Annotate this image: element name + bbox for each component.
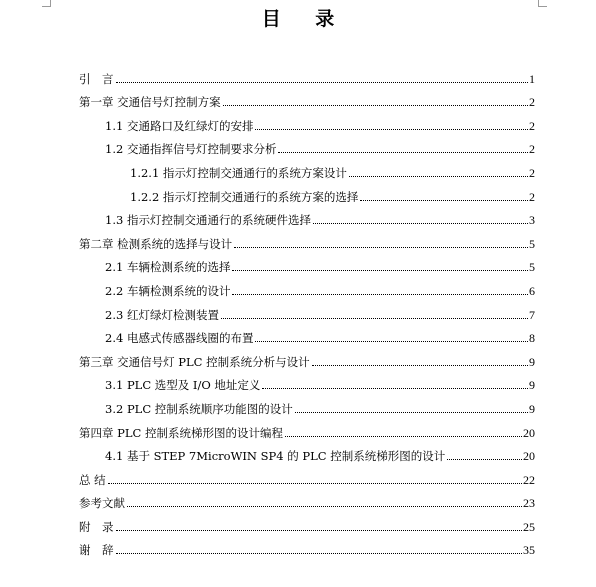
page-title: 目 录	[261, 8, 349, 30]
dot-leader	[255, 341, 528, 342]
dot-leader	[116, 82, 529, 83]
toc-entry-page-number: 2	[529, 189, 535, 204]
toc-entry[interactable]	[79, 464, 535, 488]
toc-entry-page-number: 9	[529, 401, 535, 416]
toc-entry[interactable]	[79, 535, 535, 559]
toc-entry-label: 1.2.2 指示灯控制交通通行的系统方案的选择	[130, 189, 359, 204]
toc-entry-label: 第一章 交通信号灯控制方案	[79, 95, 221, 110]
toc-entry[interactable]	[79, 63, 535, 87]
dot-leader	[223, 105, 528, 106]
toc-entry-page-number: 20	[523, 425, 535, 440]
toc-entry-page-number: 2	[529, 118, 535, 133]
dot-leader	[232, 270, 528, 271]
toc-entry[interactable]	[79, 228, 535, 252]
toc-entry-label: 2.4 电感式传感器线圈的布置	[105, 331, 254, 346]
toc-entry-label: 第四章 PLC 控制系统梯形图的设计编程	[79, 425, 283, 440]
dot-leader	[221, 318, 528, 319]
toc-entry-label: 1.3 指示灯控制交通通行的系统硬件选择	[105, 213, 311, 228]
dot-leader	[295, 412, 528, 413]
dot-leader	[232, 294, 528, 295]
toc-entry-page-number: 7	[529, 307, 535, 322]
toc-entry-label: 1.2 交通指挥信号灯控制要求分析	[105, 142, 277, 157]
toc-entry[interactable]	[79, 110, 535, 134]
toc-entry-page-number: 5	[529, 260, 535, 275]
toc-entry-label: 参考文献	[79, 496, 125, 511]
toc-entry-label: 1.2.1 指示灯控制交通通行的系统方案设计	[130, 165, 347, 180]
toc-entry-label: 2.3 红灯绿灯检测装置	[105, 307, 219, 322]
toc-entry-label: 附 录	[79, 519, 114, 534]
dot-leader	[278, 152, 528, 153]
toc-entry-label: 4.1 基于 STEP 7MicroWIN SP4 的 PLC 控制系统梯形图的设计	[105, 449, 446, 464]
toc-entry-page-number: 23	[523, 496, 535, 511]
toc-entry-page-number: 9	[529, 354, 535, 369]
toc-entry-label: 3.2 PLC 控制系统顺序功能图的设计	[105, 401, 293, 416]
toc-entry[interactable]	[79, 299, 535, 323]
toc-entry[interactable]	[79, 181, 535, 205]
toc-entry[interactable]	[79, 275, 535, 299]
toc-entry-page-number: 25	[523, 519, 535, 534]
toc-entry-page-number: 5	[529, 236, 535, 251]
toc-entry-page-number: 3	[529, 213, 535, 228]
toc-entry-page-number: 6	[529, 283, 535, 298]
toc-entry-label: 2.2 车辆检测系统的设计	[105, 283, 231, 298]
toc-entry[interactable]	[79, 441, 535, 465]
toc-entry-label: 谢 辞	[79, 543, 114, 558]
toc-entry[interactable]	[79, 134, 535, 158]
toc-entry-page-number: 20	[523, 449, 535, 464]
dot-leader	[234, 247, 528, 248]
dot-leader	[447, 459, 522, 460]
dot-leader	[285, 436, 522, 437]
toc-entry[interactable]	[79, 488, 535, 512]
toc-entry-page-number: 22	[523, 472, 535, 487]
toc-entry-page-number: 2	[529, 142, 535, 157]
dot-leader	[255, 129, 528, 130]
toc-entry[interactable]	[79, 205, 535, 229]
dot-leader	[108, 483, 522, 484]
toc-entry-label: 3.1 PLC 选型及 I/O 地址定义	[105, 378, 261, 393]
toc-entry[interactable]	[79, 370, 535, 394]
toc-entry-page-number: 1	[529, 71, 535, 86]
dot-leader	[312, 365, 528, 366]
dot-leader	[313, 223, 528, 224]
dot-leader	[360, 200, 528, 201]
toc-entry-label: 引 言	[79, 71, 114, 86]
toc-entry[interactable]	[79, 157, 535, 181]
dot-leader	[262, 388, 528, 389]
toc-entry-page-number: 9	[529, 378, 535, 393]
toc-entry-page-number: 2	[529, 165, 535, 180]
toc-entry[interactable]	[79, 346, 535, 370]
dot-leader	[127, 506, 522, 507]
toc-entry-page-number: 2	[529, 95, 535, 110]
toc-entry[interactable]	[79, 87, 535, 111]
dot-leader	[116, 553, 523, 554]
table-of-contents	[79, 63, 535, 558]
toc-entry-label: 1.1 交通路口及红绿灯的安排	[105, 118, 254, 133]
toc-entry[interactable]	[79, 417, 535, 441]
dot-leader	[116, 530, 523, 531]
toc-entry-page-number: 8	[529, 331, 535, 346]
toc-entry[interactable]	[79, 511, 535, 535]
toc-entry-label: 2.1 车辆检测系统的选择	[105, 260, 231, 275]
toc-entry-label: 第二章 检测系统的选择与设计	[79, 236, 233, 251]
toc-entry-label: 总 结	[79, 472, 106, 487]
dot-leader	[349, 176, 528, 177]
toc-entry-page-number: 35	[523, 543, 535, 558]
toc-entry[interactable]	[79, 252, 535, 276]
toc-entry[interactable]	[79, 393, 535, 417]
toc-entry-label: 第三章 交通信号灯 PLC 控制系统分析与设计	[79, 354, 310, 369]
toc-entry[interactable]	[79, 323, 535, 347]
